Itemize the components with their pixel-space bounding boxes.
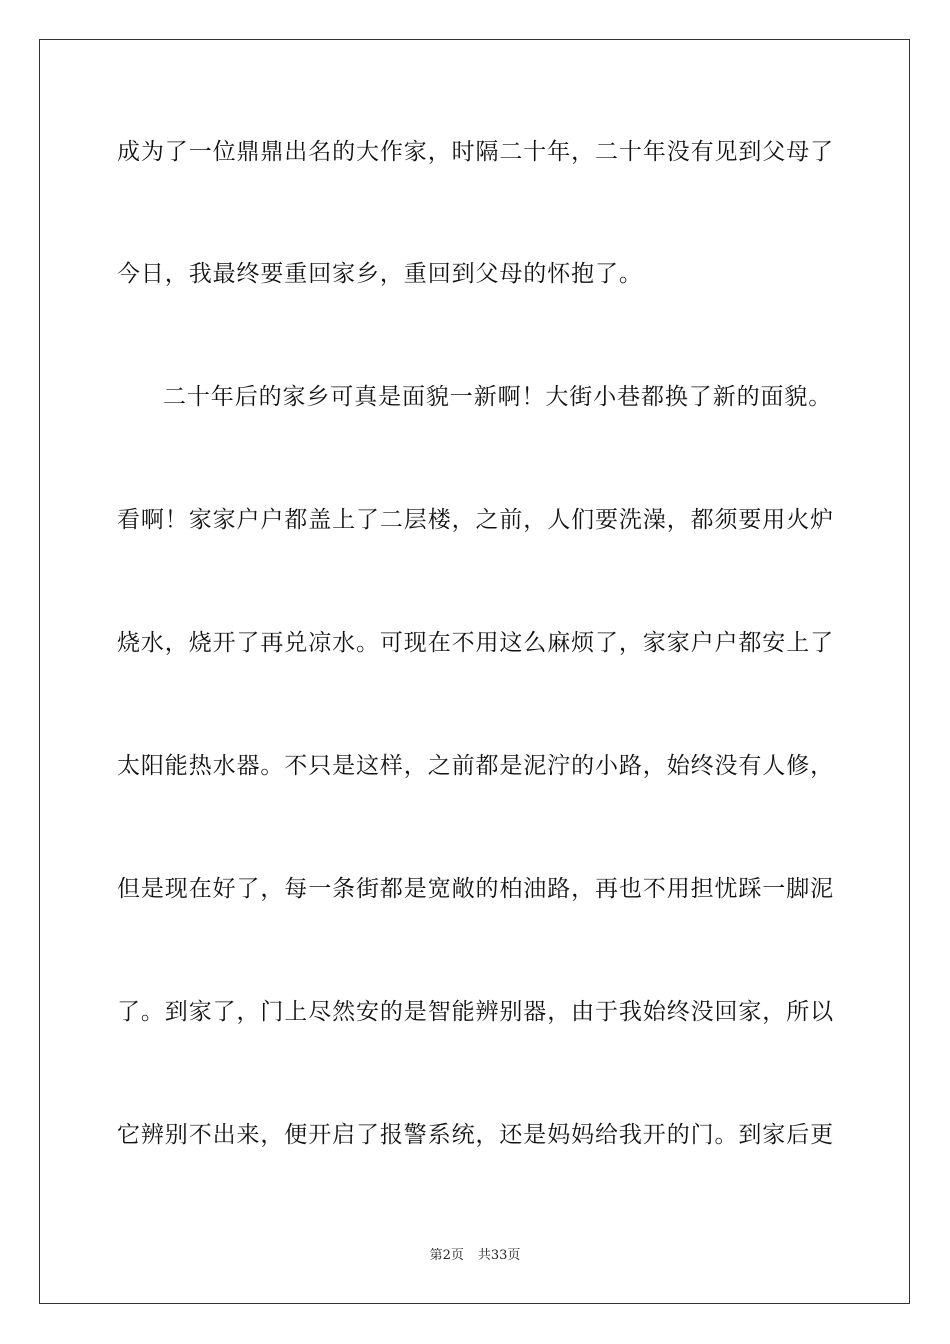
page-footer	[0, 1247, 950, 1265]
text-line-3-paragraph-start: 二十年后的家乡可真是面貌一新啊！大街小巷都换了新的面貌。	[163, 384, 833, 410]
text-line-2: 今日，我最终要重回家乡，重回到父母的怀抱了。	[117, 261, 643, 287]
page-number: 第2页	[429, 1248, 464, 1263]
text-line-6: 太阳能热水器。不只是这样，之前都是泥泞的小路，始终没有人修，	[117, 753, 834, 779]
text-line-1: 成为了一位鼎鼎出名的大作家，时隔二十年，二十年没有见到父母了	[117, 139, 834, 165]
text-line-9: 它辨别不出来，便开启了报警系统，还是妈妈给我开的门。到家后更	[117, 1122, 834, 1148]
text-line-4: 看啊！家家户户都盖上了二层楼，之前，人们要洗澡，都须要用火炉	[117, 507, 834, 533]
text-line-8: 了。到家了，门上尽然安的是智能辨别器，由于我始终没回家，所以	[117, 999, 834, 1025]
text-line-5: 烧水，烧开了再兑凉水。可现在不用这么麻烦了，家家户户都安上了	[117, 630, 834, 656]
text-line-7: 但是现在好了，每一条街都是宽敞的柏油路，再也不用担忧踩一脚泥	[117, 876, 834, 902]
page-border	[39, 39, 910, 1304]
total-pages: 共33页	[477, 1248, 521, 1263]
